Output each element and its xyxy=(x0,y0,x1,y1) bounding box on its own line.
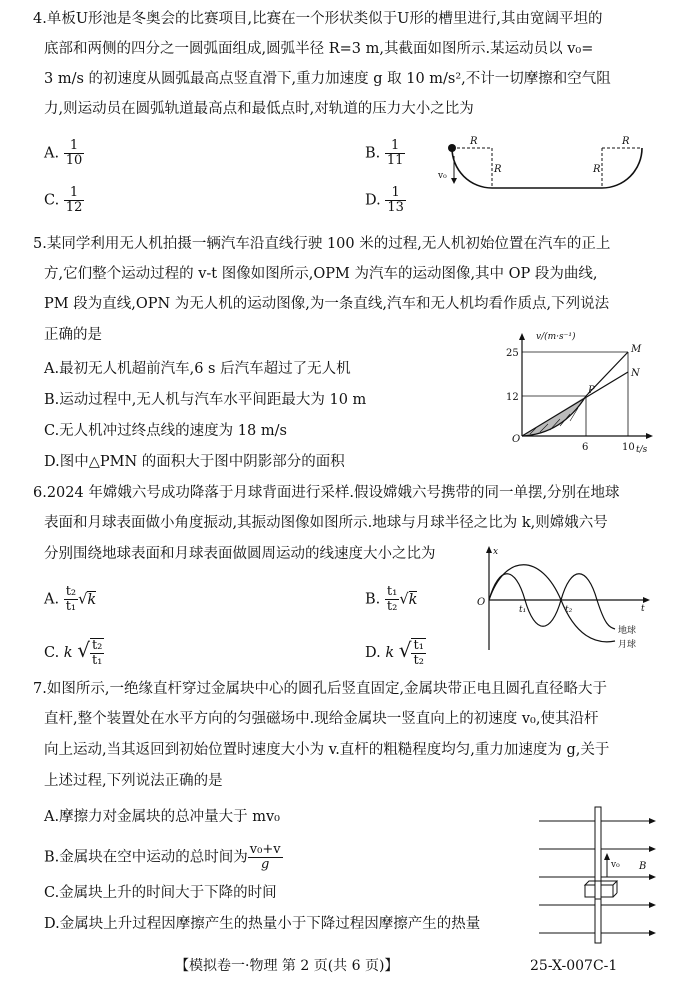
label-r-top-right: R xyxy=(622,136,630,147)
vt-graph-figure xyxy=(500,330,660,455)
q7-option-a[interactable]: A.摩擦力对金属块的总冲量大于 mv₀ xyxy=(44,809,280,825)
sqrt-symbol: √ xyxy=(399,591,409,608)
label-t2: t₂ xyxy=(565,605,573,615)
label-p: P xyxy=(588,385,595,396)
skier-dot xyxy=(448,144,456,152)
page-footer-code: 25-X-007C-1 xyxy=(530,958,618,974)
label-v0: v₀ xyxy=(438,171,447,181)
tick-10: 10 xyxy=(622,442,635,453)
q7-line-1: 7.如图所示,一绝缘直杆穿过金属块中心的圆孔后竖直固定,金属块带正电且圆孔直径略大于 xyxy=(33,681,608,697)
fraction: $\frac{1}{13}$ xyxy=(387,185,404,215)
q4-line-2: 底部和两侧的四分之一圆弧面组成,圆弧半径 R=3 m,其截面如图所示.某运动员以 v₀= xyxy=(44,41,594,57)
q7-line-4: 上述过程,下列说法正确的是 xyxy=(44,773,223,789)
label-o: O xyxy=(477,597,486,608)
q5-option-d[interactable]: D.图中△PMN 的面积大于图中阴影部分的面积 xyxy=(44,454,345,470)
tick-6: 6 xyxy=(582,442,589,453)
fraction: $\frac{1}{11}$ xyxy=(386,138,404,168)
q6-option-d[interactable]: D. k √ $\frac{\text{t₁}}{\text{t₂}}$ xyxy=(365,638,424,668)
q5-line-1: 5.某同学利用无人机拍摄一辆汽车沿直线行驶 100 米的过程,无人机初始位置在汽车的正上 xyxy=(33,236,611,252)
label-t1: t₁ xyxy=(519,605,527,615)
q6-option-a[interactable]: A. $\frac{\text{t₂}}{\text{t₁}}$ √k xyxy=(44,584,97,614)
sqrt-symbol: √ xyxy=(398,638,412,662)
label-b: B xyxy=(639,861,647,872)
earth-curve xyxy=(489,574,615,629)
q7-option-b[interactable]: B.金属块在空中运动的总时间为 $\frac{\text{v₀+v}}{g}$ xyxy=(44,842,281,872)
label-r-top-left: R xyxy=(470,136,478,147)
fraction: $\frac{\text{t₁}}{\text{t₂}}$ xyxy=(413,638,424,668)
q7-option-c[interactable]: C.金属块上升的时间大于下降的时间 xyxy=(44,885,277,901)
q4-line-4: 力,则运动员在圆弧轨道最高点和最低点时,对轨道的压力大小之比为 xyxy=(44,101,474,117)
q5-line-2: 方,它们整个运动过程的 v-t 图像如图所示,OPM 为汽车的运动图像,其中 OP 段为曲线, xyxy=(44,266,598,282)
label-earth: 地球 xyxy=(618,626,637,636)
sqrt-symbol: √ xyxy=(77,638,90,662)
q5-line-3: PM 段为直线,OPN 为无人机的运动图像,为一条直线,汽车和无人机均看作质点,下列说法 xyxy=(44,296,610,312)
y-axis-label: v/(m·s⁻¹) xyxy=(536,332,576,342)
fraction: $\frac{\text{t₂}}{\text{t₁}}$ xyxy=(65,584,77,614)
label-v0: v₀ xyxy=(611,860,620,870)
q7-line-2: 直杆,整个装置处在水平方向的匀强磁场中.现给金属块一竖直向上的初速度 v₀,使其沿杆 xyxy=(44,711,599,727)
sqrt-symbol: √ xyxy=(78,591,88,608)
x-axis-label: t/s xyxy=(636,445,648,455)
q6-option-c[interactable]: C. k √ $\frac{\text{t₂}}{\text{t₁}}$ xyxy=(44,638,103,668)
q6-line-3: 分别围绕地球表面和月球表面做圆周运动的线速度大小之比为 xyxy=(44,546,436,562)
label-r-side-right: R xyxy=(593,164,601,175)
fraction: $\frac{\text{t₁}}{\text{t₂}}$ xyxy=(386,584,398,614)
label-m: M xyxy=(631,344,642,355)
insulating-rod xyxy=(595,807,601,943)
pendulum-graph-figure xyxy=(475,545,655,660)
q5-option-a[interactable]: A.最初无人机超前汽车,6 s 后汽车超过了无人机 xyxy=(44,361,351,377)
fraction: $\frac{\text{v₀+v}}{g}$ xyxy=(249,842,281,872)
t-axis-label: t xyxy=(641,604,645,614)
q6-option-b[interactable]: B. $\frac{\text{t₁}}{\text{t₂}}$ √k xyxy=(365,584,418,614)
magnetic-rod-figure xyxy=(535,805,665,945)
q5-line-4: 正确的是 xyxy=(44,327,102,343)
label-n: N xyxy=(631,368,640,379)
q6-line-1: 6.2024 年嫦娥六号成功降落于月球背面进行采样.假设嫦娥六号携带的同一单摆,分别在地球 xyxy=(33,485,620,501)
q7-option-d[interactable]: D.金属块上升过程因摩擦产生的热量小于下降过程因摩擦产生的热量 xyxy=(44,916,481,932)
page-footer-center: 【模拟卷一·物理 第 2 页(共 6 页)】 xyxy=(175,958,399,974)
moon-curve xyxy=(489,565,615,642)
q4-option-b[interactable]: B. $\frac{1}{11}$ xyxy=(365,138,404,168)
q7-line-3: 向上运动,当其返回到初始位置时速度大小为 v.直杆的粗糙程度均匀,重力加速度为 g,关于 xyxy=(44,742,610,758)
q4-option-a[interactable]: A. $\frac{1}{10}$ xyxy=(44,138,83,168)
label-r-side-left: R xyxy=(494,164,502,175)
q4-option-c[interactable]: C. $\frac{1}{12}$ xyxy=(44,185,83,215)
fraction: $\frac{1}{12}$ xyxy=(65,185,83,215)
tick-12: 12 xyxy=(506,392,519,403)
fraction: $\frac{1}{10}$ xyxy=(65,138,83,168)
u-pipe-figure xyxy=(430,130,655,205)
q6-line-2: 表面和月球表面做小角度振动,其振动图像如图所示.地球与月球半径之比为 k,则嫦娥六号 xyxy=(44,515,608,531)
q4-line-3: 3 m/s 的初速度从圆弧最高点竖直滑下,重力加速度 g 取 10 m/s²,不计一切摩擦和空气阻 xyxy=(44,71,611,87)
fraction: $\frac{\text{t₂}}{\text{t₁}}$ xyxy=(91,638,103,668)
q5-option-c[interactable]: C.无人机冲过终点线的速度为 18 m/s xyxy=(44,423,287,439)
q4-option-d[interactable]: D. $\frac{1}{13}$ xyxy=(365,185,404,215)
drone-line-opn xyxy=(522,372,628,436)
x-axis-label: x xyxy=(493,547,499,557)
tick-25: 25 xyxy=(506,348,519,359)
label-moon: 月球 xyxy=(618,640,637,650)
q5-option-b[interactable]: B.运动过程中,无人机与汽车水平间距最大为 10 m xyxy=(44,392,367,408)
u-pipe-track xyxy=(452,148,642,188)
label-o: O xyxy=(512,434,521,445)
q4-line-1: 4.单板U形池是冬奥会的比赛项目,比赛在一个形状类似于U形的槽里进行,其由宽阔平坦的 xyxy=(33,11,603,27)
